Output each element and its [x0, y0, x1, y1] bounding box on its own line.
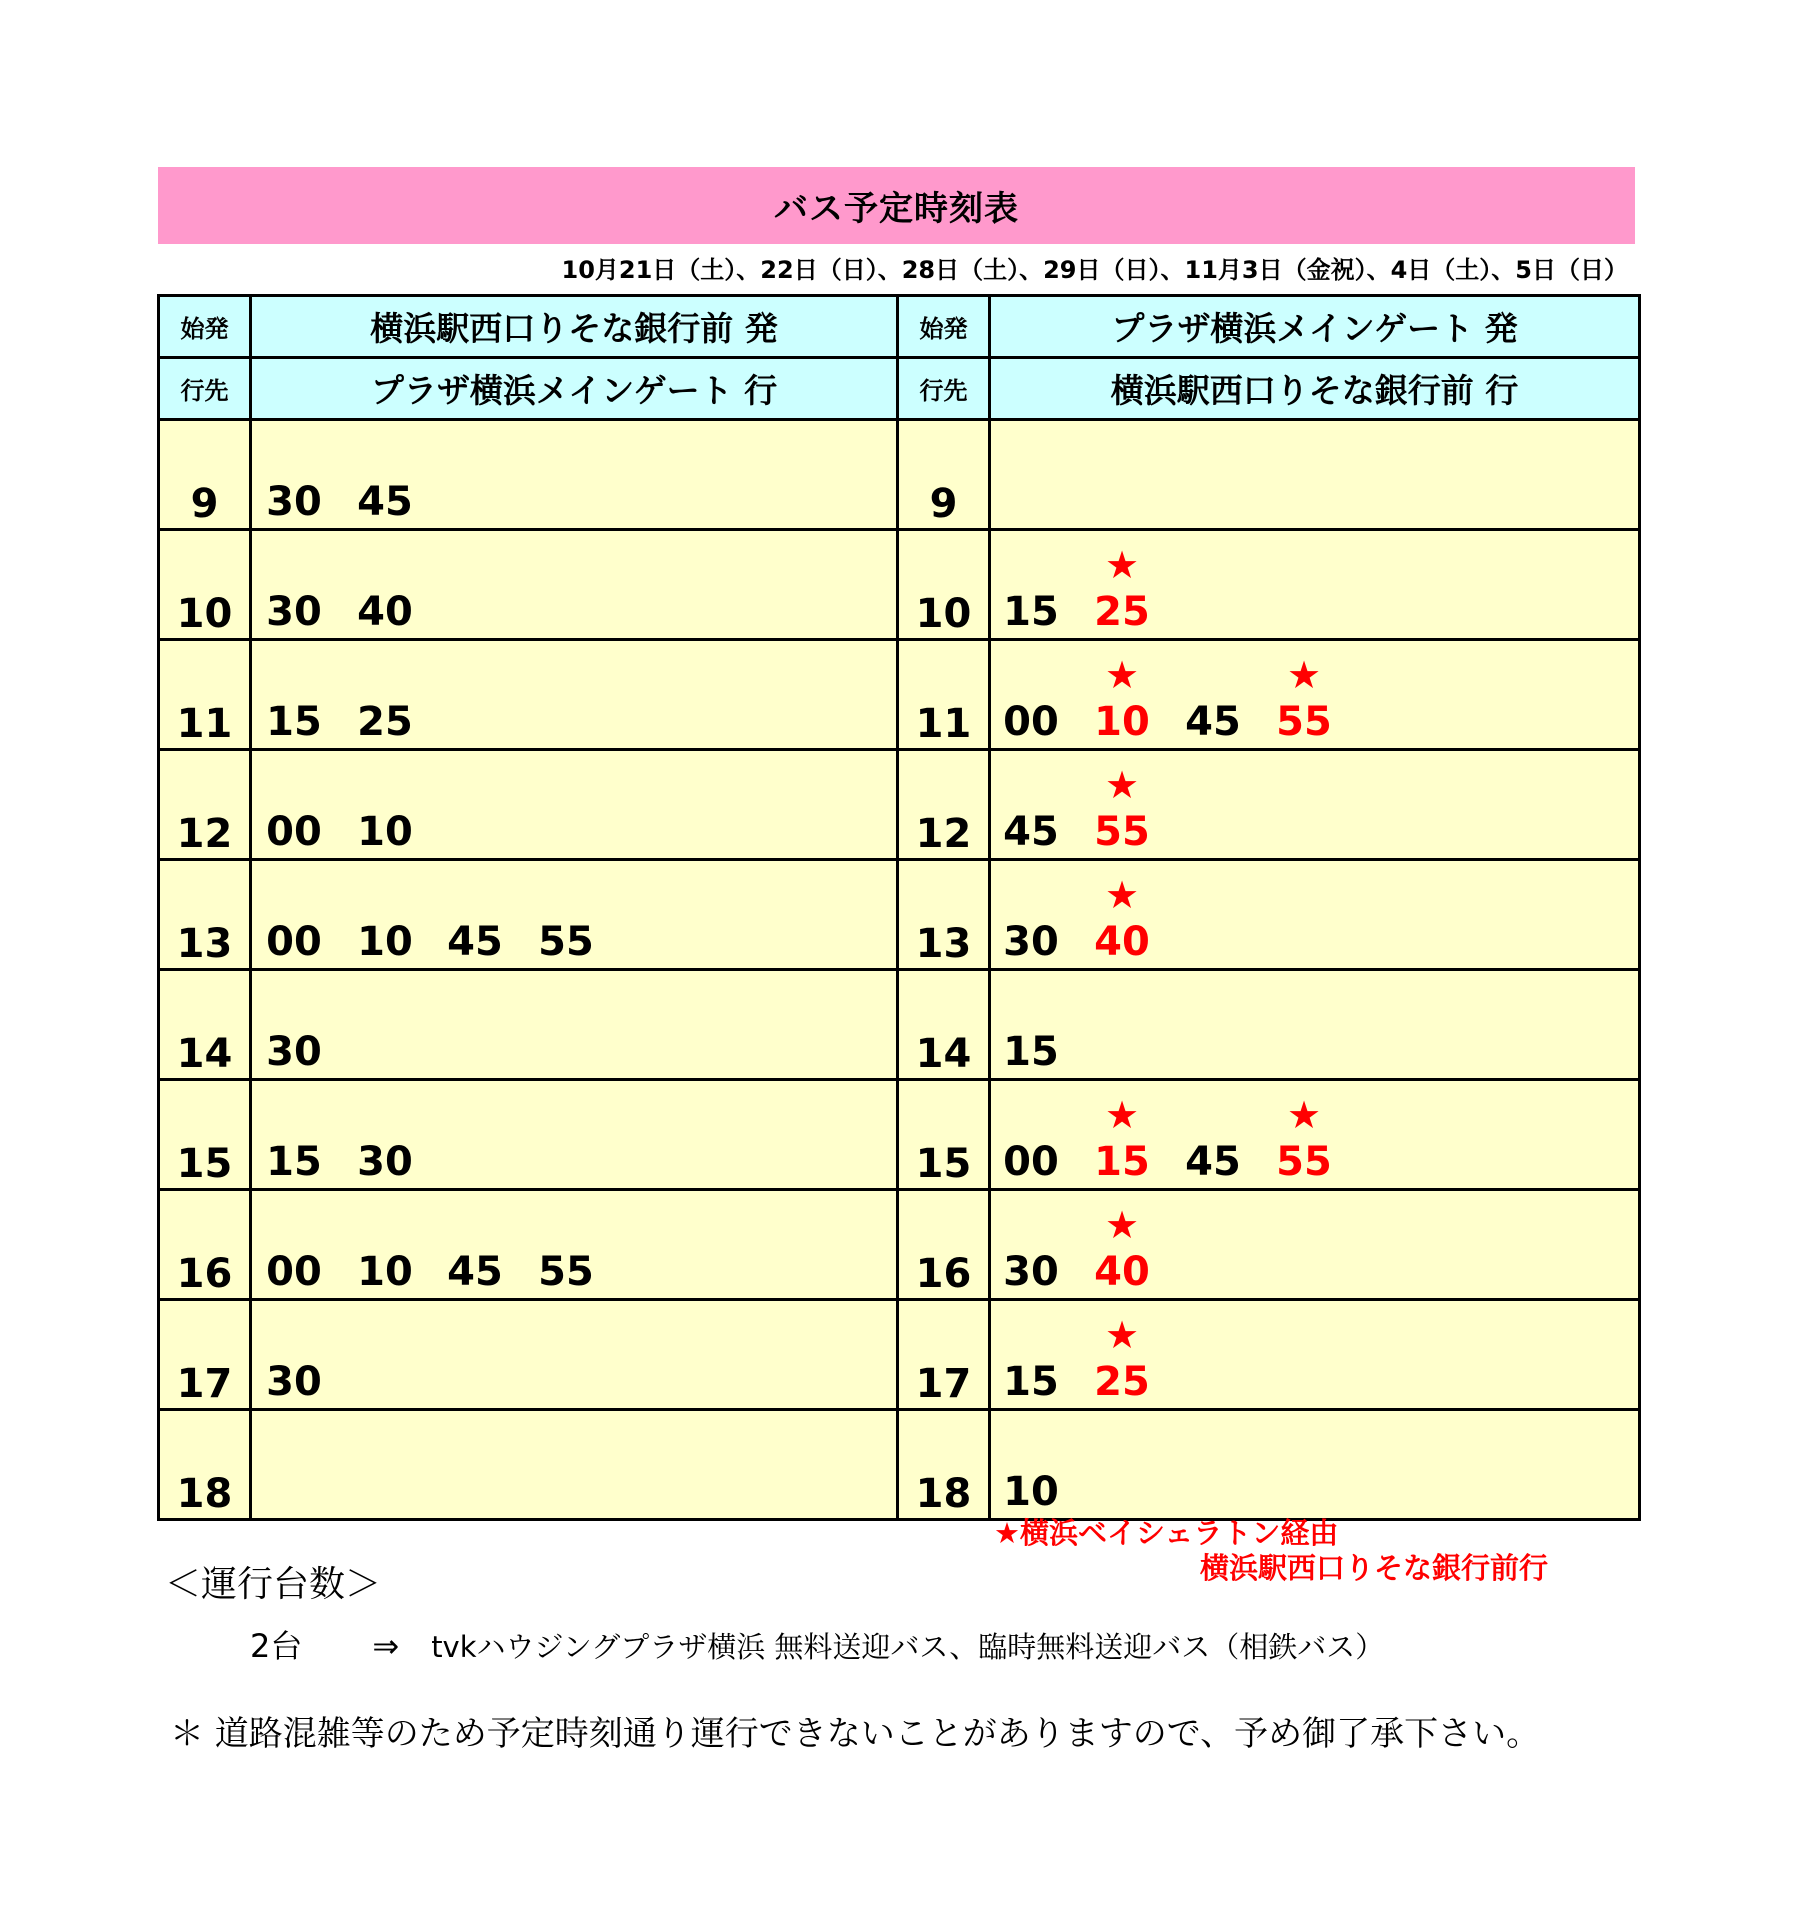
right-minutes	[990, 860, 1640, 970]
minute-text: 40	[1094, 919, 1150, 965]
departure-minute: 45	[1185, 1139, 1241, 1185]
left-minutes	[251, 1300, 898, 1410]
right-minutes	[990, 970, 1640, 1080]
departure-minute: 15	[266, 699, 322, 745]
departure-minute: 10	[357, 809, 413, 855]
table-row	[159, 420, 1640, 530]
left-origin-label: 始発	[159, 296, 251, 358]
star-icon: ★	[1104, 1313, 1140, 1357]
departure-minute: 00	[266, 809, 322, 855]
left-minutes	[251, 420, 898, 530]
departure-minute: 40	[357, 589, 413, 635]
minute-text: 55	[1276, 699, 1332, 745]
left-hour: 9	[159, 420, 251, 530]
right-hour: 10	[898, 530, 990, 640]
left-minutes	[251, 1080, 898, 1190]
left-hour: 12	[159, 750, 251, 860]
departure-minute: 15	[1003, 1359, 1059, 1405]
departure-minute-via-sheraton	[1274, 653, 1334, 745]
departure-minute: 45	[447, 919, 503, 965]
star-icon: ★	[1104, 653, 1140, 697]
star-note-line1: ★横浜ベイシェラトン経由	[994, 1516, 1339, 1550]
departure-minute-via-sheraton	[1092, 873, 1152, 965]
table-row	[159, 970, 1640, 1080]
left-hour: 13	[159, 860, 251, 970]
minute-text: 10	[1094, 699, 1150, 745]
right-hour: 11	[898, 640, 990, 750]
departure-minute-via-sheraton	[1092, 1203, 1152, 1295]
right-dest: 横浜駅西口りそな銀行前 行	[990, 358, 1640, 420]
minute-text: 25	[1094, 1359, 1150, 1405]
right-hour: 13	[898, 860, 990, 970]
minute-text: 25	[1094, 589, 1150, 635]
star-icon: ★	[1104, 543, 1140, 587]
departure-minute: 30	[1003, 1249, 1059, 1295]
operations-description: tvkハウジングプラザ横浜 無料送迎バス、臨時無料送迎バス（相鉄バス）	[431, 1630, 1385, 1664]
right-minutes	[990, 1080, 1640, 1190]
departure-minute-via-sheraton	[1092, 763, 1152, 855]
departure-minute: 15	[1003, 589, 1059, 635]
table-row	[159, 750, 1640, 860]
right-origin: プラザ横浜メインゲート 発	[990, 296, 1640, 358]
table-row	[159, 1300, 1640, 1410]
departure-minute: 30	[266, 1029, 322, 1075]
departure-minute: 30	[266, 589, 322, 635]
departure-minute-via-sheraton	[1274, 1093, 1334, 1185]
table-row	[159, 530, 1640, 640]
footnote: ＊ 道路混雑等のため予定時刻通り運行できないことがありますので、予め御了承下さい。	[170, 1714, 1541, 1754]
right-dest-label: 行先	[898, 358, 990, 420]
destination-header-row	[159, 358, 1640, 420]
departure-minute: 15	[266, 1139, 322, 1185]
operating-dates: 10月21日（土）、22日（日）、28日（土）、29日（日）、11月3日（金祝）、4日（土）、5日（日）	[561, 256, 1628, 284]
table-row	[159, 1410, 1640, 1520]
departure-minute: 45	[447, 1249, 503, 1295]
departure-minute-via-sheraton	[1092, 543, 1152, 635]
departure-minute-via-sheraton	[1092, 653, 1152, 745]
star-icon: ★	[1104, 763, 1140, 807]
departure-minute: 30	[266, 479, 322, 525]
operations-count: 2台	[250, 1627, 303, 1665]
star-icon: ★	[1286, 1093, 1322, 1137]
departure-minute-via-sheraton	[1092, 1313, 1152, 1405]
star-icon: ★	[1104, 1203, 1140, 1247]
minute-text: 40	[1094, 1249, 1150, 1295]
star-icon: ★	[1286, 653, 1322, 697]
right-minutes	[990, 1190, 1640, 1300]
departure-minute: 10	[1003, 1469, 1059, 1515]
table-row	[159, 640, 1640, 750]
left-origin: 横浜駅西口りそな銀行前 発	[251, 296, 898, 358]
left-minutes	[251, 860, 898, 970]
left-hour: 15	[159, 1080, 251, 1190]
right-minutes	[990, 640, 1640, 750]
left-hour: 11	[159, 640, 251, 750]
minute-text: 15	[1094, 1139, 1150, 1185]
departure-minute: 30	[266, 1359, 322, 1405]
left-hour: 14	[159, 970, 251, 1080]
departure-minute: 00	[266, 1249, 322, 1295]
left-minutes	[251, 640, 898, 750]
timetable	[157, 294, 1641, 1521]
left-minutes	[251, 970, 898, 1080]
star-note-line2: 横浜駅西口りそな銀行前行	[1200, 1551, 1549, 1585]
right-hour: 12	[898, 750, 990, 860]
left-minutes	[251, 1190, 898, 1300]
right-minutes	[990, 530, 1640, 640]
right-origin-label: 始発	[898, 296, 990, 358]
star-icon: ★	[1104, 873, 1140, 917]
table-row	[159, 860, 1640, 970]
departure-minute: 00	[266, 919, 322, 965]
left-minutes	[251, 750, 898, 860]
departure-minute-via-sheraton	[1092, 1093, 1152, 1185]
right-hour: 17	[898, 1300, 990, 1410]
left-hour: 18	[159, 1410, 251, 1520]
departure-minute: 25	[357, 699, 413, 745]
left-hour: 17	[159, 1300, 251, 1410]
departure-minute: 30	[357, 1139, 413, 1185]
departure-minute: 55	[538, 1249, 594, 1295]
operations-heading: ＜運行台数＞	[165, 1564, 382, 1605]
right-minutes	[990, 750, 1640, 860]
departure-minute: 45	[1003, 809, 1059, 855]
table-row	[159, 1080, 1640, 1190]
page-title: バス予定時刻表	[158, 167, 1635, 244]
right-hour: 9	[898, 420, 990, 530]
left-dest: プラザ横浜メインゲート 行	[251, 358, 898, 420]
arrow-icon: ⇒	[372, 1627, 400, 1665]
right-minutes	[990, 1410, 1640, 1520]
right-minutes	[990, 1300, 1640, 1410]
departure-minute: 00	[1003, 1139, 1059, 1185]
left-hour: 16	[159, 1190, 251, 1300]
left-minutes	[251, 530, 898, 640]
right-hour: 14	[898, 970, 990, 1080]
departure-minute: 45	[1185, 699, 1241, 745]
left-dest-label: 行先	[159, 358, 251, 420]
departure-minute: 10	[357, 919, 413, 965]
departure-minute: 00	[1003, 699, 1059, 745]
origin-header-row	[159, 296, 1640, 358]
table-row	[159, 1190, 1640, 1300]
left-hour: 10	[159, 530, 251, 640]
departure-minute: 45	[357, 479, 413, 525]
left-minutes	[251, 1410, 898, 1520]
right-minutes	[990, 420, 1640, 530]
departure-minute: 55	[538, 919, 594, 965]
star-icon: ★	[1104, 1093, 1140, 1137]
minute-text: 55	[1276, 1139, 1332, 1185]
right-hour: 16	[898, 1190, 990, 1300]
right-hour: 15	[898, 1080, 990, 1190]
minute-text: 55	[1094, 809, 1150, 855]
operations-line	[250, 1621, 1384, 1667]
right-hour: 18	[898, 1410, 990, 1520]
departure-minute: 10	[357, 1249, 413, 1295]
departure-minute: 15	[1003, 1029, 1059, 1075]
departure-minute: 30	[1003, 919, 1059, 965]
